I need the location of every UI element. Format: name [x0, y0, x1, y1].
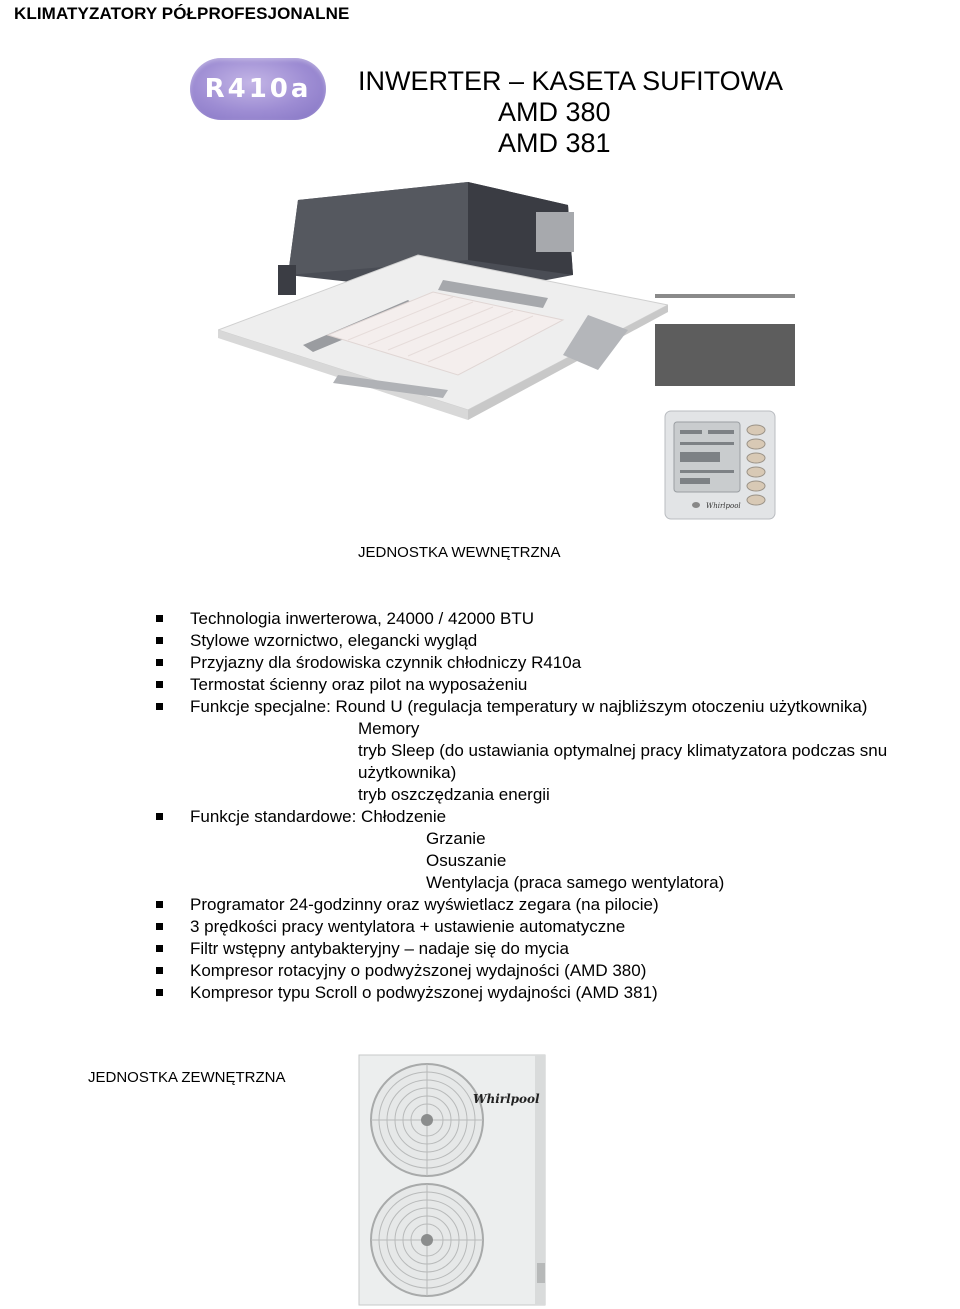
feature-item: Stylowe wzornictwo, elegancki wygląd: [150, 630, 955, 652]
feature-list: [150, 608, 955, 1004]
product-title: INWERTER – KASETA SUFITOWA: [358, 66, 784, 96]
feature-subitem: Osuszanie: [426, 851, 507, 870]
indoor-unit-caption: JEDNOSTKA WEWNĘTRZNA: [358, 544, 561, 561]
feature-item: Technologia inwerterowa, 24000 / 42000 BTU: [150, 608, 955, 630]
remote-brand-logo: Whirlpool: [706, 502, 741, 510]
model-name-2: AMD 381: [498, 128, 611, 158]
product-title-block: [358, 66, 798, 159]
document-header-title: KLIMATYZATORY PÓŁPROFESJONALNE: [14, 4, 350, 23]
model-name-1: AMD 380: [498, 97, 611, 127]
feature-subitem: Memory: [358, 719, 420, 738]
feature-subitem: Wentylacja (praca samego wentylatora): [426, 873, 725, 892]
feature-subitem: Grzanie: [426, 829, 486, 848]
feature-item: Kompresor rotacyjny o podwyższonej wydajności (AMD 380): [150, 960, 955, 982]
feature-subitem: użytkownika): [358, 763, 457, 782]
refrigerant-badge: R410a: [190, 58, 326, 120]
feature-subitem: tryb oszczędzania energii: [358, 785, 550, 804]
feature-item: Termostat ścienny oraz pilot na wyposażeniu: [150, 674, 955, 696]
outdoor-unit-caption: JEDNOSTKA ZEWNĘTRZNA: [88, 1069, 286, 1086]
outdoor-unit-image: [355, 1053, 555, 1309]
wall-controller-image: [664, 410, 776, 520]
feature-item: Przyjazny dla środowiska czynnik chłodniczy R410a: [150, 652, 955, 674]
decorative-bar: [655, 324, 795, 386]
feature-item: Funkcje specjalne: Round U (regulacja temperatury w najbliższym otoczeniu użytkownika): [150, 696, 955, 718]
decorative-bar-thin: [655, 294, 795, 298]
feature-item: Filtr wstępny antybakteryjny – nadaje się do mycia: [150, 938, 955, 960]
feature-item: Kompresor typu Scroll o podwyższonej wydajności (AMD 381): [150, 982, 955, 1004]
feature-item: Programator 24-godzinny oraz wyświetlacz zegara (na pilocie): [150, 894, 955, 916]
outdoor-brand-logo: Whirlpool: [473, 1092, 540, 1106]
indoor-cassette-image: [218, 180, 668, 420]
feature-item: 3 prędkości pracy wentylatora + ustawienie automatyczne: [150, 916, 955, 938]
feature-item: Funkcje standardowe: Chłodzenie: [150, 806, 955, 828]
feature-subitem: tryb Sleep (do ustawiania optymalnej pracy klimatyzatora podczas snu: [358, 741, 888, 760]
